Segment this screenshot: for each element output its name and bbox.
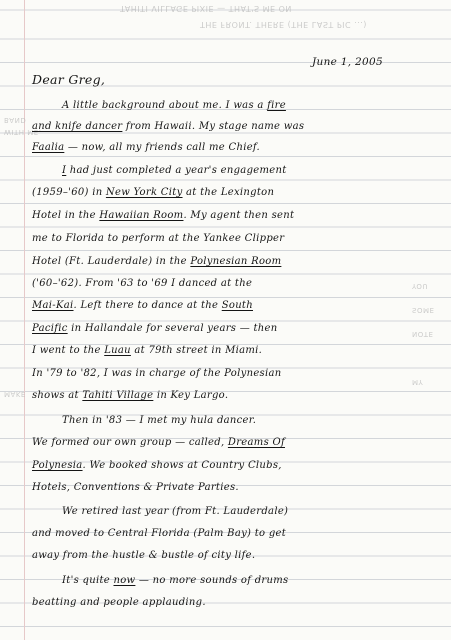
underlined-text: Dreams Of [227,437,285,448]
letter-text: beatting and people applauding. [32,597,206,608]
letter-text: at the Lexington [182,187,275,198]
letter-line [62,415,256,426]
underlined-text: Pacific [32,323,68,334]
letter-text: away from the hustle & bustle of city life. [32,550,256,561]
underlined-text: Luau [104,345,131,356]
letter-text: We formed our own group — called, [32,437,228,448]
underlined-text: Polynesian Room [190,256,282,267]
bleed-through-note: SOME [412,306,435,314]
letter-text: I went to the [32,345,105,356]
letter-line [32,323,278,334]
letter-line [32,528,286,539]
letter-text: at 79th street in Miami. [130,345,263,356]
underlined-text: now [113,575,136,586]
letter-text: Then in '83 — I met my hula dancer. [62,415,257,426]
letter-text: — now, all my friends call me Chief. [64,142,261,153]
bleed-through-note: MAKE [4,390,26,398]
notebook-margin-line [24,0,25,640]
letter-line [32,278,252,289]
letter-text: Hotel (Ft. Lauderdale) in the [32,256,191,267]
letter-line [32,437,285,448]
letter-text: Hotel in the [32,210,100,221]
letter-text: from Hawaii. My stage name was [122,121,305,132]
letter-text: — no more sounds of drums [135,575,289,586]
underlined-text: Hawaiian Room [99,210,184,221]
letter-text: . My agent then sent [183,210,295,221]
underlined-text: New York City [105,187,183,198]
letter-text: shows at [32,390,83,401]
letter-text: . We booked shows at Country Clubs, [82,460,282,471]
letter-line [32,345,262,356]
underlined-text: Mai-Kai [32,300,74,311]
letter-text: . Left there to dance at the [73,300,222,311]
letter-line [32,121,304,132]
letter-salutation: Dear Greg, [32,72,106,87]
letter-text: It's quite [62,575,114,586]
bleed-through-note: NOTE [412,330,434,338]
bleed-through-note: YOU [412,282,429,290]
letter-text: and moved to Central Florida (Palm Bay) to get [32,528,287,539]
underlined-text: and knife dancer [32,121,123,132]
bleed-through-note: WITH ME. [4,128,42,136]
letter-line [32,210,294,221]
underlined-text: Polynesia [32,460,83,471]
underlined-text: Tahiti Village [82,390,154,401]
letter-line [32,368,281,379]
letter-line [32,233,284,244]
letter-line [32,460,282,471]
letter-text: me to Florida to perform at the Yankee Clipper [32,233,285,244]
letter-line [32,187,274,198]
letter-line [32,390,228,401]
letter-text: had just completed a year's engagement [66,165,287,176]
letter-text: We retired last year (from Ft. Lauderdale) [62,506,289,517]
letter-line [32,300,253,311]
letter-date: June 1, 2005 [312,56,383,68]
letter-line [32,482,239,493]
letter-line [62,506,288,517]
underlined-text: I [62,165,67,176]
letter-text: in Key Largo. [153,390,229,401]
bleed-through-text-2: THE FRONT. THERE (THE LAST PIC ...) [200,20,367,29]
letter-line [62,100,286,111]
letter-text: In '79 to '82, I was in charge of the Polynesian [32,368,282,379]
letter-text: Hotels, Conventions & Private Parties. [32,482,239,493]
underlined-text: fire [267,100,286,111]
letter-text: (1959–'60) in [32,187,106,198]
letter-line [32,550,255,561]
letter-text: A little background about me. I was a [62,100,268,111]
bleed-through-text-1: TAHITI VILLAGE PIXIE — THAT'S ME ON [120,4,292,13]
letter-text: in Hallandale for several years — then [67,323,278,334]
letter-line [32,256,281,267]
bleed-through-note: MY [412,378,424,386]
letter-line [62,575,288,586]
underlined-text: South [221,300,253,311]
bleed-through-note: BAND [4,116,27,124]
letter-line [62,165,287,176]
letter-text: ('60–'62). From '63 to '69 I danced at the [32,278,253,289]
underlined-text: Faalia [32,142,65,153]
letter-line [32,142,260,153]
letter-line [32,597,206,608]
